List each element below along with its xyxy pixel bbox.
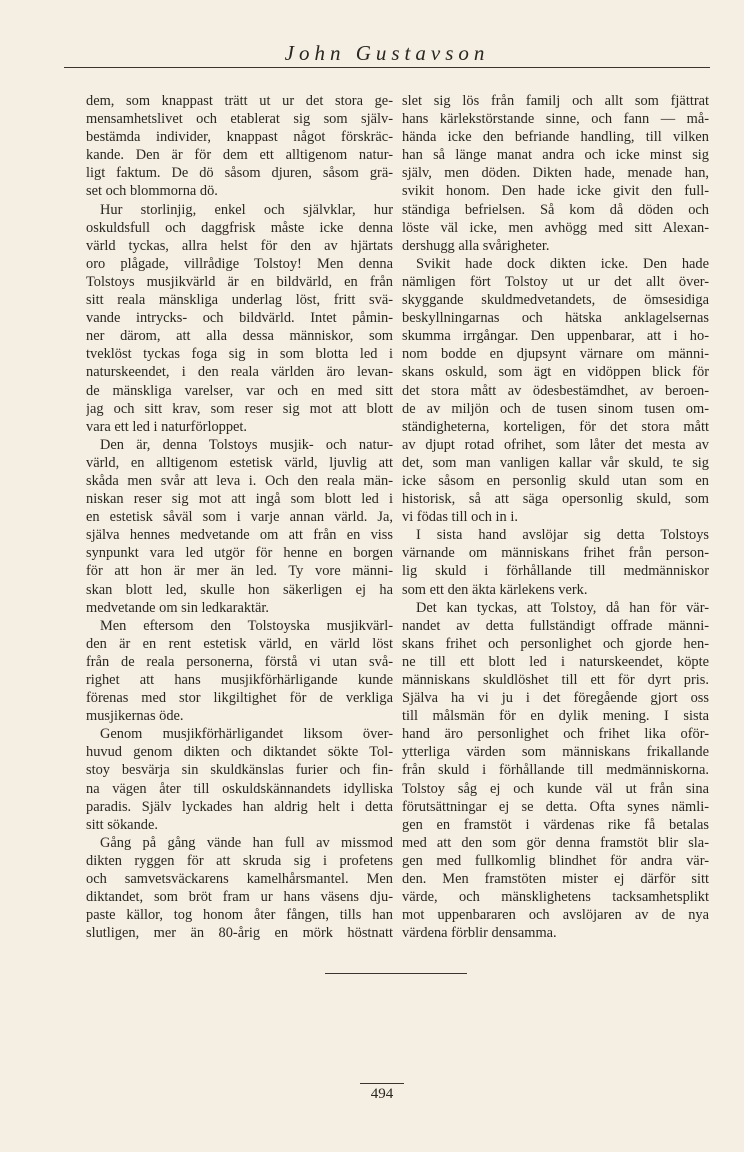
- text-line: paradis. Själv lyckades han aldrig helt i detta: [86, 798, 393, 815]
- text-line: svikit honom. Den hade icke givit den full-: [402, 183, 709, 200]
- text-line: niskan reser sig mot att ingå som blott led i: [86, 491, 393, 508]
- text-line: paste källor, tog honom åter fången, tills han: [86, 907, 393, 924]
- text-line: människans skuldlöshet till ett för dyrt pris.: [402, 672, 709, 688]
- text-line: hända icke den befriande handling, till vilken: [402, 129, 709, 146]
- text-line: skans oskuld, som ägt en vidöppen blick för: [402, 364, 709, 381]
- text-line: slet sig lös från familj och allt som fjättrat: [402, 93, 709, 109]
- text-line: skan blott led, skulle hon säkerligen ej ha: [86, 581, 393, 598]
- text-line: na vägen åter till oskuldskännandets idylliska: [86, 780, 393, 797]
- text-line: en estetisk såväl som i varje annan värld. Ja,: [86, 509, 393, 526]
- text-line: Hur storlinjig, enkel och självklar, hur: [100, 201, 393, 218]
- text-line: värld tyckas, allra helst för den av hjärtats: [86, 237, 393, 254]
- text-line: naturskeendet, i den reala världen äro levan-: [86, 364, 393, 381]
- text-line: mensamhetslivet och etablerat sig som själv-: [86, 111, 393, 128]
- running-header: [64, 40, 710, 66]
- text-line: icke såsom en personlig skuld utan som en: [402, 472, 709, 489]
- text-line: sitt sökande.: [86, 816, 158, 833]
- text-line: skans frihet och personlighet och gjorde hen-: [402, 635, 709, 652]
- text-line: nom bodde en djupsynt värnare om männi-: [402, 346, 709, 363]
- text-line: gen med fullkomlig blindhet för andra vär-: [402, 852, 709, 869]
- text-line: de av miljön och de tusen sinom tusen om-: [402, 400, 709, 417]
- text-line: nämligen fört Tolstoy ut ur det allt över-: [402, 273, 709, 290]
- text-line: musjikernas öde.: [86, 708, 184, 725]
- text-line: det stora mått av ödesbestämdhet, av beroen-: [402, 382, 709, 399]
- text-line: hans kärlekstörstande sinne, och fann — må-: [402, 111, 709, 128]
- text-line: ner därom, att alla dessa människor, som: [86, 328, 393, 345]
- text-line: till målsmän för en dylik mening. I sista: [402, 708, 709, 725]
- text-line: Gång på gång vände han full av missmod: [100, 834, 393, 851]
- text-line: som ett den äkta kärlekens verk.: [402, 581, 588, 598]
- text-line: Tolstoy såg ej och kunde väl ut från sina: [402, 780, 709, 797]
- text-line: förenas med stor likgiltighet för de verkliga: [86, 690, 393, 707]
- text-line: Svikit hade dock dikten icke. Den hade: [416, 255, 709, 272]
- text-line: ytterliga värden som människans frikallande: [402, 744, 709, 761]
- left-column: [86, 92, 393, 942]
- text-line: skumma irrgångar. Den uppenbarar, att i ho-: [402, 328, 709, 345]
- text-line: huvud genom dikten och diktandet sökte Tol-: [86, 744, 393, 761]
- text-line: Genom musjikförhärligandet liksom över-: [100, 726, 393, 743]
- text-line: skåda men svår att leva i. Och den reala män-: [86, 472, 393, 489]
- text-line: historisk, så att säga opersonlig skuld, som: [402, 491, 709, 508]
- text-line: dem, som knappast trätt ut ur det stora ge-: [86, 93, 393, 109]
- text-line: ligt faktum. De dö såsom djuren, såsom grä-: [86, 165, 393, 182]
- text-line: löste väl icke, men avhögg med sitt Alexan-: [402, 219, 709, 236]
- text-line: för att hon är mer än led. Ty vore männi-: [86, 563, 393, 580]
- text-line: gen en framstöt i värdenas rike få betalas: [402, 816, 709, 833]
- text-line: från de reala personerna, förstå vi utan svå-: [86, 653, 393, 670]
- text-line: själva hennes medvetande om att från en viss: [86, 527, 393, 544]
- text-line: Det kan tyckas, att Tolstoy, då han för vär-: [416, 599, 709, 616]
- header-rule: [64, 67, 710, 68]
- text-line: det, som man vanligen kallar vår skuld, te sig: [402, 454, 709, 471]
- text-line: set och blommorna dö.: [86, 183, 218, 200]
- text-line: hand äro personlighet och frihet lika oför-: [402, 726, 709, 743]
- text-line: bestämda individer, knappast något förskräc-: [86, 129, 393, 146]
- text-line: ständigheterna, korteligen, för det stora mått: [402, 418, 709, 435]
- text-line: med att den som gör denna framstöt blir sla-: [402, 834, 709, 851]
- text-line: värde, och mänsklighetens tacksamhetsplikt: [402, 889, 709, 906]
- header-author-name: John Gustavson: [284, 41, 490, 65]
- right-column: [402, 92, 709, 942]
- text-line: sitt reala mänskliga underlag löst, fritt svä-: [86, 292, 393, 309]
- text-line: synpunkt vara led utgör för henne en borgen: [86, 545, 393, 562]
- text-line: värdena förblir densamma.: [402, 925, 557, 942]
- text-line: slutligen, mer än 80-årig en mörk höstnatt: [86, 925, 393, 942]
- text-line: den. Men framstöten mister ej därför sitt: [402, 871, 709, 888]
- text-line: från skuld i förhållande till medmänniskorna.: [402, 762, 709, 779]
- text-line: medvetande om sin ledkaraktär.: [86, 599, 270, 616]
- text-line: nandet av detta fullständigt offrade männi-: [402, 617, 709, 634]
- text-line: Själva ha vi ju i det föregående gjort oss: [402, 690, 709, 707]
- text-line: beskyllningarnas och hätska anklagelsernas: [402, 310, 709, 327]
- text-line: dikten ryggen för att skruda sig i profetens: [86, 852, 393, 869]
- text-line: skyggande skuldmedvetandets, de ömsesidiga: [402, 292, 709, 309]
- text-line: ne till ett blott led i naturskeendet, köpte: [402, 653, 709, 670]
- text-line: I sista hand avslöjar sig detta Tolstoys: [416, 527, 709, 544]
- text-line: oskuldsfull och daggfrisk måste icke denna: [86, 219, 393, 236]
- text-line: de mänskliga varelser, var och en med sitt: [86, 382, 393, 399]
- text-line: ständiga befrielsen. Så kom då döden och: [402, 201, 709, 218]
- text-line: värld, en alltigenom estetisk värld, ljuvlig att: [86, 454, 393, 471]
- text-line: righet att hans musjikförhärligande kunde: [86, 672, 393, 688]
- text-line: värnande om människans frihet från person-: [402, 545, 709, 562]
- text-line: oro plågade, villrådige Tolstoy! Men denna: [86, 255, 393, 272]
- text-line: Den är, denna Tolstoys musjik- och natur-: [100, 436, 393, 453]
- text-line: tveklöst tyckas foga sig in som blotta led i: [86, 346, 393, 363]
- text-line: stoy besvärja sin skuldkänslas furier och fin-: [86, 762, 393, 779]
- page-number: 494: [370, 1086, 394, 1102]
- text-line: vara ett led i naturförloppet.: [86, 418, 248, 435]
- text-line: vi födas till och in i.: [402, 509, 518, 526]
- text-line: jag och sitt krav, som reser sig mot att blott: [86, 400, 393, 417]
- end-rule: [325, 973, 467, 974]
- text-line: Men eftersom den Tolstoyska musjikvärl-: [100, 617, 393, 634]
- text-line: dershugg alla svårigheter.: [402, 237, 550, 254]
- text-line: Tolstoys musjikvärld är en bildvärld, en från: [86, 273, 393, 290]
- text-line: mot uppenbararen och avslöjaren av de nya: [402, 907, 709, 924]
- text-line: den är en rent estetisk värld, en värld löst: [86, 635, 393, 652]
- page-number-rule: [360, 1083, 404, 1084]
- text-line: vande intrycks- och bildvärld. Intet påmin-: [86, 310, 393, 327]
- text-line: diktandet, som bröt fram ur hans väsens dju-: [86, 889, 393, 906]
- text-line: själv, men döden. Dikten hade, menade han,: [402, 165, 709, 182]
- text-line: kande. Den är för dem ett alltigenom natur-: [86, 147, 393, 164]
- text-line: och samvetsväckarens kamelhårsmantel. Men: [86, 871, 393, 888]
- text-line: han så länge manat andra och icke minst sig: [402, 147, 709, 164]
- text-line: förutsättningar ej se detta. Ofta synes nämli-: [402, 798, 709, 815]
- text-line: av djupt rotad ofrihet, som låter det mesta av: [402, 436, 709, 453]
- text-line: lig skuld i förhållande till medmänniskor: [402, 563, 709, 580]
